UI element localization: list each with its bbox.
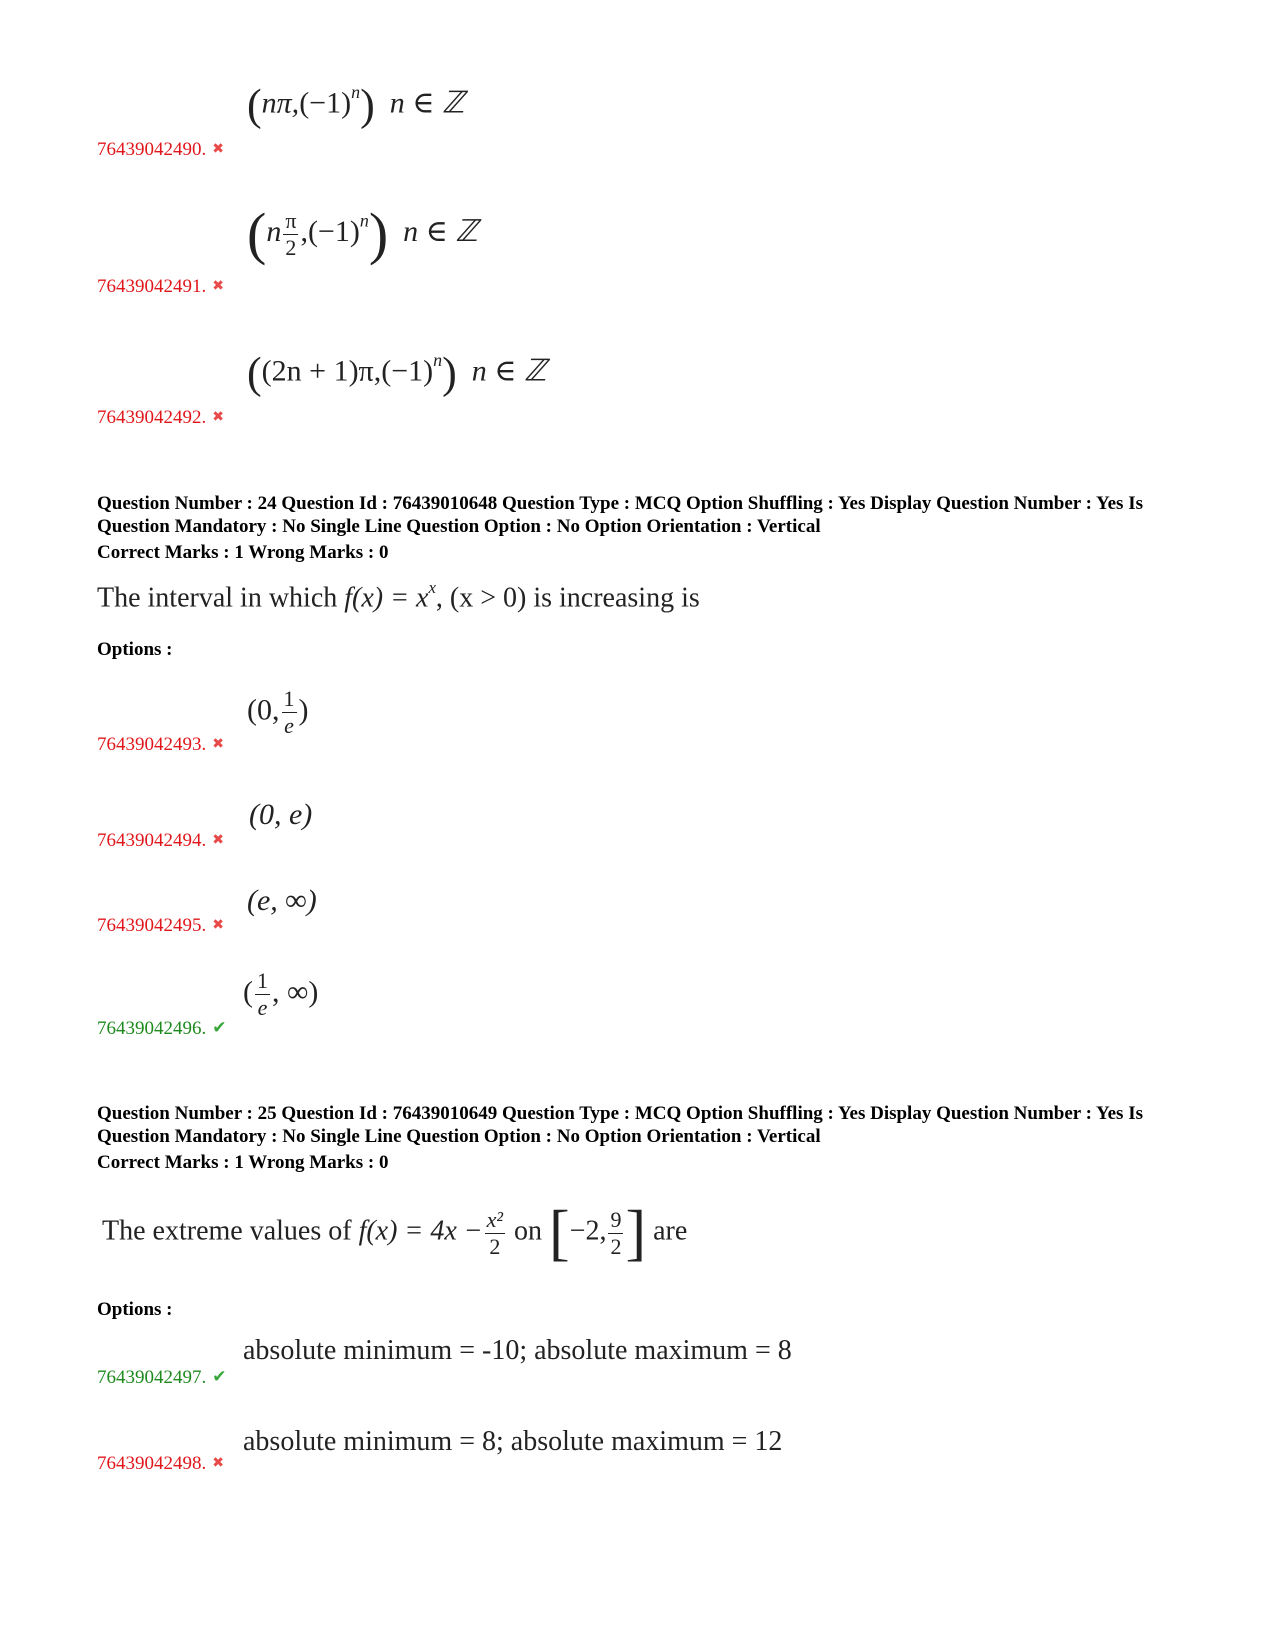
wrong-icon: ✖ (212, 833, 224, 848)
question-text: The extreme values of f(x) = 4x − $\frac{\text{x²}}{2}$ on [−2, $\frac{9}{2}$ ] are (102, 1199, 688, 1267)
wrong-icon: ✖ (212, 142, 224, 157)
question-meta: Question Number : 24 Question Id : 76439010648 Question Type : MCQ Option Shuffling : Yes Display Question Number : Yes Is Question Mandatory : No Single Line Question Option : No Option Orientation : Vertical (97, 493, 1143, 537)
option-id: 76439042490. ✖ (97, 139, 224, 160)
option-id: 76439042493. ✖ (97, 734, 224, 755)
option-id: 76439042497. ✔ (97, 1367, 227, 1388)
option-id: 76439042495. ✖ (97, 915, 224, 936)
wrong-icon: ✖ (212, 737, 224, 752)
option-math: (e, ∞) (247, 884, 317, 917)
option-id: 76439042494. ✖ (97, 830, 224, 851)
option-math: $(n\pi,(-1)^n)$ n ∈ ℤ (247, 80, 465, 130)
option-math: absolute minimum = 8; absolute maximum = 12 (243, 1426, 783, 1457)
option-id: 76439042492. ✖ (97, 407, 224, 428)
option-math: $((2n + 1)\pi,(-1)^n)$ n ∈ ℤ (247, 348, 547, 398)
option-math: ( $\frac{1}{e}$ , ∞) (243, 968, 319, 1020)
question-marks: Correct Marks : 1 Wrong Marks : 0 (97, 1152, 389, 1173)
options-label: Options : (97, 639, 173, 660)
check-icon: ✔ (212, 1018, 227, 1037)
check-icon: ✔ (212, 1367, 227, 1386)
option-math: absolute minimum = -10; absolute maximum = 8 (243, 1335, 792, 1366)
option-id: 76439042496. ✔ (97, 1018, 227, 1039)
option-id: 76439042498. ✖ (97, 1453, 224, 1474)
options-label: Options : (97, 1299, 173, 1320)
wrong-icon: ✖ (212, 918, 224, 933)
question-meta: Question Number : 25 Question Id : 76439010649 Question Type : MCQ Option Shuffling : Yes Display Question Number : Yes Is Question Mandatory : No Single Line Question Option : No Option Orientation : Vertical (97, 1103, 1143, 1147)
option-math: (0, e) (249, 798, 313, 831)
wrong-icon: ✖ (212, 1456, 224, 1471)
option-math: (0, $\frac{1}{e}$ ) (247, 686, 309, 738)
question-text: The interval in which $f(x) = x^x$, (x > 0) is increasing is (97, 578, 700, 614)
wrong-icon: ✖ (212, 279, 224, 294)
wrong-icon: ✖ (212, 410, 224, 425)
question-marks: Correct Marks : 1 Wrong Marks : 0 (97, 542, 389, 563)
option-math: (n $\frac{\pi}{2}$ $,(-1)^n$) n ∈ ℤ (247, 201, 478, 266)
option-id: 76439042491. ✖ (97, 276, 224, 297)
